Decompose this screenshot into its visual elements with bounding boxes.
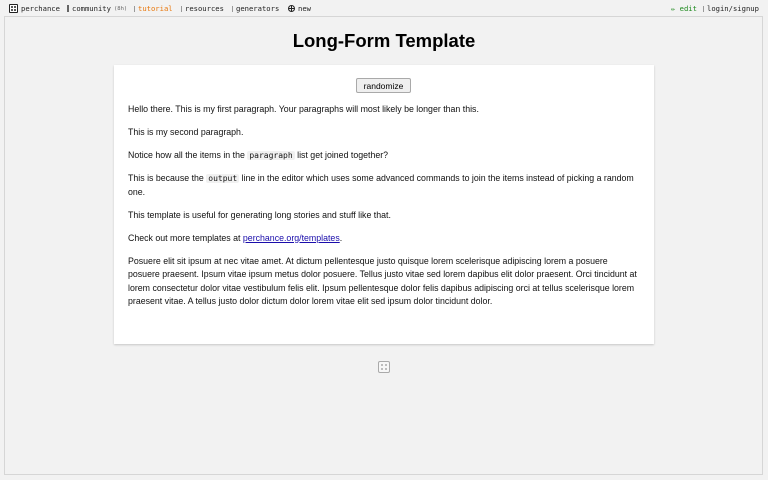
nav-brand-label: perchance: [21, 4, 60, 13]
nav-community-badge: (8h): [113, 5, 128, 12]
paragraph-3: [128, 149, 640, 163]
nav-tutorial-link[interactable]: [134, 4, 173, 13]
paragraph-4-text: This is because the: [128, 173, 207, 183]
paragraph-7: Posuere elit sit ipsum at nec vitae amet. At dictum pellentesque justo quisque lorem scelerisque adipiscing lorem a posuere posuere praesent. Ipsum vitae ipsum metus dolor posuere. Tellus justo vitae sed lorem dapibus elit dolor praesent. Orci tincidunt at lorem consectetur dolor vitae vestibulum felis elit. Ipsum pellentesque dolor felis dapibus adipiscing orci at tellus scelerisque lorem praesent vitae. A tellus justo dolor dictum dolor lorem vitae elit sed ipsum dolor tincidunt dolor.: [128, 255, 637, 306]
output-card: [114, 65, 654, 344]
list-icon: [232, 6, 233, 12]
nav-login-label: login/signup: [707, 4, 759, 13]
nav-new-label: new: [298, 4, 311, 13]
paragraph-5: This template is useful for generating long stories and stuff like that.: [128, 209, 391, 220]
dice-icon: [378, 361, 390, 373]
randomize-button[interactable]: randomize: [356, 78, 411, 93]
paragraph-6-text: Check out more templates at: [128, 232, 243, 243]
paragraph-4-text-end: line in the editor which uses some advanced commands to join the items instead of picking a random one.: [128, 173, 634, 197]
nav-tutorial-label: tutorial: [138, 4, 173, 13]
nav-resources-link[interactable]: [181, 4, 224, 13]
nav-edit-link[interactable]: [671, 4, 697, 13]
paragraph-4: [128, 172, 640, 199]
nav-community-link[interactable]: [67, 4, 127, 13]
nav-resources-label: resources: [185, 4, 224, 13]
nav-brand-link[interactable]: [9, 4, 60, 13]
paragraph-3-text-end: list get joined together?: [294, 150, 389, 160]
nav-edit-label: ✏ edit: [671, 4, 697, 13]
nav-community-label: community: [72, 4, 111, 13]
nav-generators-label: generators: [236, 4, 280, 13]
paragraph-6-text-end: .: [339, 232, 343, 243]
nav-login-link[interactable]: [703, 4, 759, 13]
code-paragraph: paragraph: [249, 151, 293, 160]
dice-icon: [9, 4, 18, 13]
user-icon: [703, 6, 704, 12]
output-content: [128, 103, 640, 318]
templates-link[interactable]: perchance.org/templates: [242, 232, 340, 243]
paragraph-6: [128, 232, 640, 246]
page-title: Long-Form Template: [292, 30, 476, 51]
folder-icon: [181, 6, 182, 12]
plus-circle-icon: [288, 5, 295, 12]
paragraph-1: Hello there. This is my first paragraph. Your paragraphs will most likely be longer than this.: [128, 104, 479, 114]
code-output: output: [208, 174, 238, 183]
nav-generators-link[interactable]: [232, 4, 279, 13]
nav-new-link[interactable]: [288, 4, 311, 13]
book-icon: [134, 6, 135, 12]
top-nav: [0, 0, 768, 16]
paragraph-3-text: Notice how all the items in the: [128, 150, 248, 160]
paragraph-2: This is my second paragraph.: [128, 127, 244, 137]
chat-icon: [67, 5, 69, 12]
